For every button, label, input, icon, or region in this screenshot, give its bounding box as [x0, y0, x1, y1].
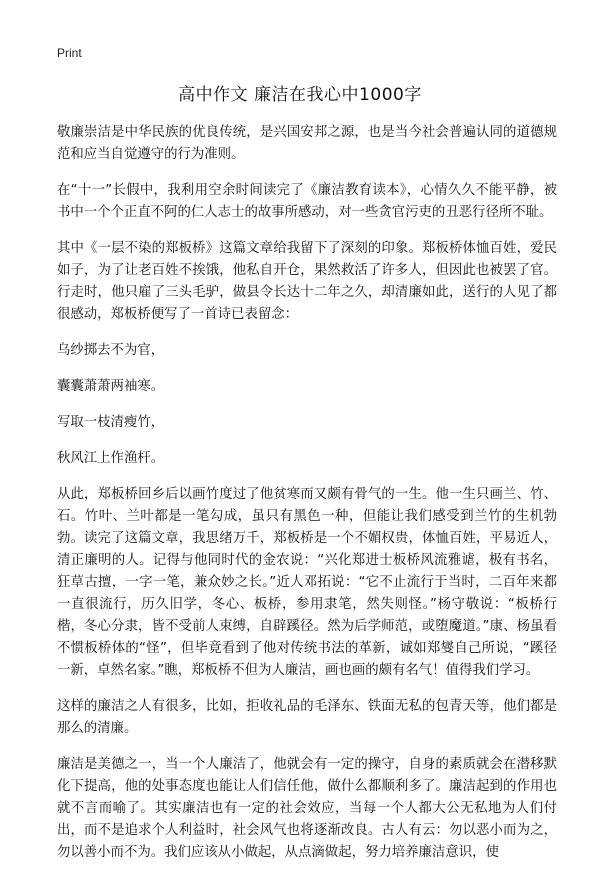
print-link[interactable]: Print: [57, 46, 82, 60]
paragraph-zheng-banqiao-story: 其中《一层不染的郑板桥》这篇文章给我留下了深刻的印象。郑板桥体恤百姓，爱民如子，为了让老百姓不挨饿，他私自开仓，果然救活了许多人，但因此也被罢了官。行走时，他只雇了三头毛驴，做县令长达十二年之久，却清廉如此，送行的人见了都很感动，郑板桥便写了一首诗已表留念：: [57, 241, 557, 322]
paragraph-virtue: 廉洁是美德之一，当一个人廉洁了，他就会有一定的操守，自身的素质就会在潜移默化下提高，他的处事态度也能让人们信任他，做什么都顺利多了。廉洁起到的作用也就不言而喻了。其实廉洁也有一定的社会效应，当每一个人都大公无私地为人们付出，而不是追求个人利益时，社会风气也将逐渐改良。古人有云：勿以恶小而为之，勿以善小而不为。我们应该从小做起，从点滴做起，努力培养廉洁意识，使: [57, 757, 557, 860]
poem-line-3: 写取一枝清瘦竹，: [57, 415, 165, 430]
article-body: [57, 122, 557, 878]
paragraph-painting-life: 从此，郑板桥回乡后以画竹度过了他贫寒而又颇有骨气的一生。他一生只画兰、竹、石。竹叶、兰叶都是一笔勾成，虽只有黑色一种，但能让我们感受到兰竹的生机勃勃。读完了这篇文章，我思绪万千，郑板桥是一个不媚权贵，体恤百姓，平易近人，清正廉明的人。记得与他同时代的金农说：“兴化郑进士板桥风流雅谑，极有书名，狂草古擅，一字一笔，兼众妙之长。”近人邓拓说：“它不止流行于当时，二百年来都一直很流行，历久旧学，冬心、板桥，参用隶笔，然失则怪。”杨守敬说：“板桥行楷，冬心分隶，皆不受前人束缚，自辟蹊径。然为后学师范，或堕魔道。”康、杨虽看不惯板桥体的“怪”，但毕竟看到了他对传统书法的革新，诚如郑燮自己所说，“蹊径一新，卓然名家。”瞧，郑板桥不但为人廉洁，画也画的颇有名气！值得我们学习。: [57, 487, 557, 678]
paragraph-intro: 敬廉崇洁是中华民族的优良传统，是兴国安邦之源，也是当今社会普遍认同的道德规范和应当自觉遵守的行为准则。: [57, 125, 557, 162]
poem-line-4: 秋风江上作渔杆。: [57, 451, 165, 466]
paragraph-holiday-reading: 在“十一”长假中，我利用空余时间读完了《廉洁教育读本》，心情久久不能平静，被书中一个个正直不阿的仁人志士的故事所感动，对一些贪官污吏的丑恶行径所不耻。: [57, 183, 557, 220]
page-title: 高中作文 廉洁在我心中1000字: [178, 85, 422, 105]
poem-line-2: 囊囊萧萧两袖寒。: [57, 379, 165, 394]
poem-line-1: 乌纱掷去不为官，: [57, 343, 165, 358]
paragraph-other-examples: 这样的廉洁之人有很多，比如，拒收礼品的毛泽东、铁面无私的包青天等，他们都是那么的清廉。: [57, 699, 557, 736]
